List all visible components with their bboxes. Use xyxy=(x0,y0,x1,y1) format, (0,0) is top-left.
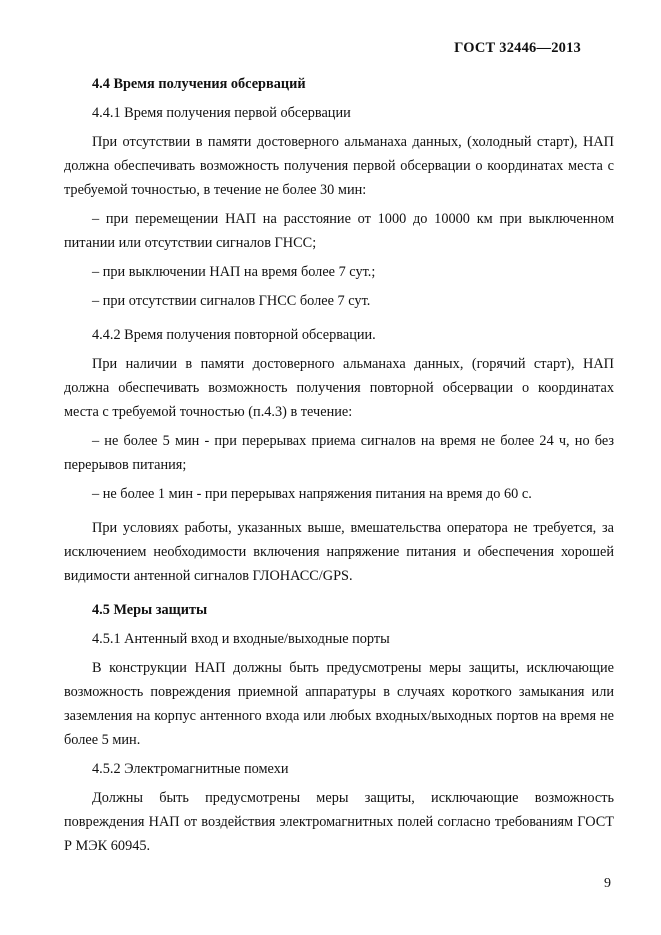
paragraph-antenna-protection: В конструкции НАП должны быть предусмотрены меры защиты, исключающие возможность повреждения приемной аппаратуры в случаях короткого замыкания или заземления на корпус антенного входа или любых входных/выходных портов на время не более 5 мин. xyxy=(64,660,614,748)
paragraph-operator: При условиях работы, указанных выше, вмешательства оператора не требуется, за исключением необходимости включения напряжение питания и обеспечения хорошей видимости антенной сигналов ГЛОНАСС/GPS. xyxy=(64,520,614,584)
paragraph-hot-start: При наличии в памяти достоверного альманаха данных, (горячий старт), НАП должна обеспечивать возможность получения повторной обсервации о координатах места с требуемой точностью (п.4.3) в течение: xyxy=(64,356,614,420)
paragraph-cold-start: При отсутствии в памяти достоверного альманаха данных, (холодный старт), НАП должна обеспечивать возможность получения первой обсервации о координатах места с требуемой точностью, в течение не более 30 мин: xyxy=(64,134,614,198)
subsection-heading-4-4-1: 4.4.1 Время получения первой обсервации xyxy=(92,105,351,121)
page-number: 9 xyxy=(604,876,611,891)
list-item-5-min: – не более 5 мин - при перерывах приема сигналов на время не более 24 ч, но без перерывов питания; xyxy=(64,433,614,473)
document-body xyxy=(64,72,614,858)
list-item-power-off: – при выключении НАП на время более 7 сут.; xyxy=(92,264,376,280)
document-header: ГОСТ 32446—2013 xyxy=(454,40,581,56)
list-item-no-signal: – при отсутствии сигналов ГНСС более 7 сут. xyxy=(92,293,371,309)
subsection-heading-4-5-2: 4.5.2 Электромагнитные помехи xyxy=(92,761,289,777)
list-item-distance: – при перемещении НАП на расстояние от 1000 до 10000 км при выключенном питании или отсутствии сигналов ГНСС; xyxy=(64,211,614,251)
section-heading-4-5: 4.5 Меры защиты xyxy=(92,602,208,618)
subsection-heading-4-5-1: 4.5.1 Антенный вход и входные/выходные порты xyxy=(92,631,390,647)
list-item-1-min: – не более 1 мин - при перерывах напряжения питания на время до 60 с. xyxy=(92,486,532,502)
subsection-heading-4-4-2: 4.4.2 Время получения повторной обсервации. xyxy=(92,327,376,343)
paragraph-emi-protection: Должны быть предусмотрены меры защиты, исключающие возможность повреждения НАП от воздействия электромагнитных полей согласно требованиям ГОСТ Р МЭК 60945. xyxy=(64,790,614,854)
section-heading-4-4: 4.4 Время получения обсерваций xyxy=(92,76,306,92)
